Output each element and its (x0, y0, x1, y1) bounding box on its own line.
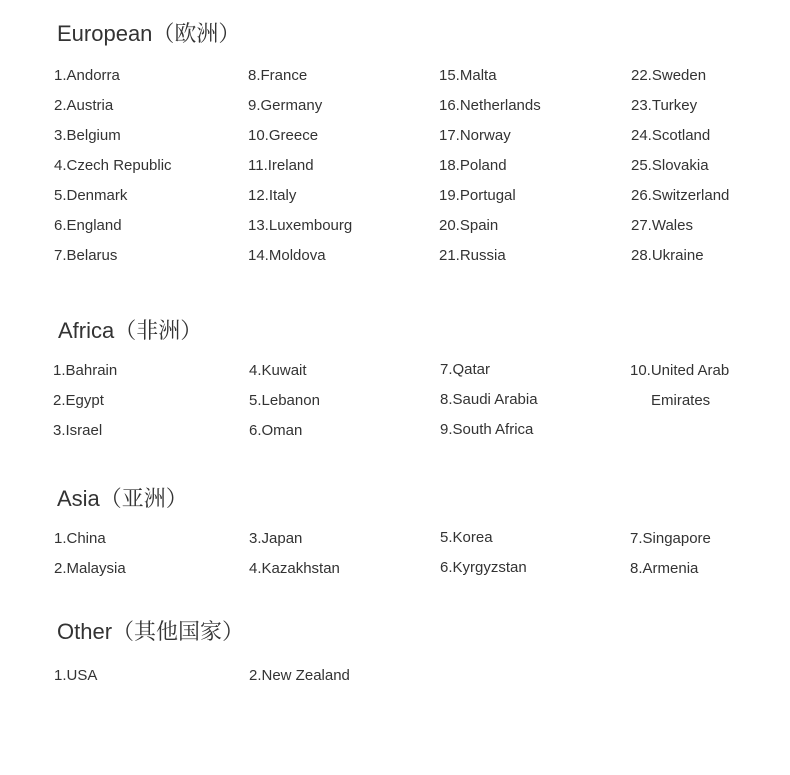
list-item: 5.Korea (440, 529, 493, 546)
list-item: 7.Qatar (440, 361, 491, 378)
list-item: 8.Saudi Arabia (440, 391, 538, 408)
list-item: 2.New Zealand (249, 667, 350, 684)
list-item: 18.Poland (439, 157, 507, 174)
list-item: 11.Ireland (248, 157, 314, 174)
list-item: 4.Kuwait (249, 362, 307, 379)
list-item: 6.England (54, 217, 122, 234)
list-item: 17.Norway (439, 127, 511, 144)
country-name-continuation: Emirates (651, 392, 711, 409)
list-item: 9.South Africa (440, 421, 534, 438)
list-item: 3.Japan (249, 530, 303, 547)
list-item: 10.Greece (248, 127, 319, 144)
list-item: 9.Germany (248, 97, 323, 114)
list-item: 15.Malta (439, 67, 497, 84)
list-item: 4.Kazakhstan (249, 560, 340, 577)
section-title-africa: Africa（非洲） (58, 318, 203, 343)
list-item: 14.Moldova (248, 247, 326, 264)
section-title-other: Other（其他国家） (57, 619, 245, 644)
list-item: 4.Czech Republic (54, 157, 172, 174)
list-item: 21.Russia (439, 247, 506, 264)
section-title-european: European（欧洲） (57, 21, 241, 46)
list-item: 27.Wales (631, 217, 693, 234)
list-item: 22.Sweden (631, 67, 707, 84)
list-item: 19.Portugal (439, 187, 516, 204)
list-item: 13.Luxembourg (248, 217, 353, 234)
list-item: 2.Malaysia (54, 560, 126, 577)
section-title-asia: Asia（亚洲） (57, 486, 188, 511)
list-item: 5.Lebanon (249, 392, 320, 409)
list-item: 7.Singapore (630, 530, 711, 547)
list-item: 2.Austria (54, 97, 114, 114)
list-item: 5.Denmark (54, 187, 128, 204)
list-item: 2.Egypt (53, 392, 104, 409)
list-item (630, 356, 740, 416)
list-item: 12.Italy (248, 187, 297, 204)
list-item: 3.Belgium (54, 127, 121, 144)
list-item: 1.USA (54, 667, 98, 684)
country-name-line: 10.United Arab (630, 362, 730, 379)
list-item: 28.Ukraine (631, 247, 704, 264)
list-item: 16.Netherlands (439, 97, 541, 114)
list-item: 7.Belarus (54, 247, 118, 264)
list-item: 24.Scotland (631, 127, 711, 144)
list-item: 6.Oman (249, 422, 303, 439)
list-item: 1.China (54, 530, 106, 547)
list-item: 20.Spain (439, 217, 499, 234)
list-item: 25.Slovakia (631, 157, 709, 174)
list-item: 1.Bahrain (53, 362, 118, 379)
list-item: 26.Switzerland (631, 187, 730, 204)
list-item: 8.France (248, 67, 308, 84)
list-item: 8.Armenia (630, 560, 699, 577)
list-item: 1.Andorra (54, 67, 120, 84)
list-item: 6.Kyrgyzstan (440, 559, 527, 576)
list-item: 3.Israel (53, 422, 103, 439)
list-item: 23.Turkey (631, 97, 698, 114)
